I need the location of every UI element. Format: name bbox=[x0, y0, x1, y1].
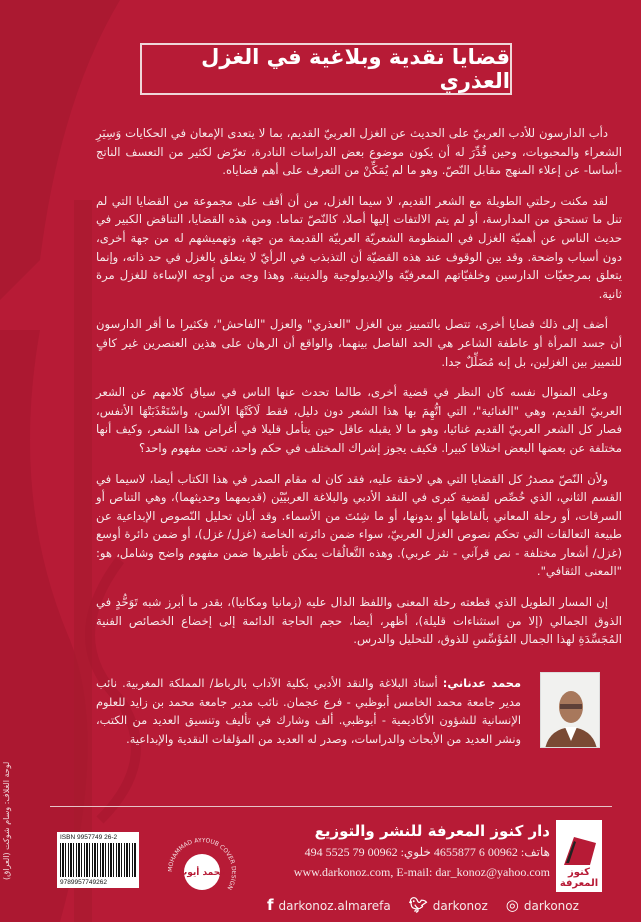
barcode-number: 9789957749262 bbox=[60, 879, 107, 886]
instagram-link[interactable] bbox=[506, 896, 579, 914]
isbn-barcode bbox=[57, 832, 139, 888]
publisher-web[interactable]: www.darkonoz.com, E-mail: dar_konoz@yahoo.com bbox=[293, 865, 550, 879]
blurb-paragraph: ولأن النّصّ مصدرُ كل القضايا التي هي لاحقة عليه، فقد كان له مقام الصدر في هذا الكتاب أيضا، لاسيما في القسم الثاني، الذي خُصِّص لقضية كبرى في النقد الأدبي والبلاغة العربيّيْن (قديمهما وحديثهما)، وهي التناص أو السرقات، أو رحلة المعاني بألفاظها أو بدونها، أو ما شِئتَ من الأسماء. وقد أبان تحليل النّصوص الإبداعية عن طبيعة التعالقات التي تحكم نصوص الغزل العربيّ، سواء ضمن دائرته الخاصة (غزل/ غزل)، أو ضمن دائرة أوسع (غزل/ أشعار مختلفة - نص قرآني - نثر عربي). وهذه التَّعالُقات يمكن تأطيرها ضمن مفهوم واضح وشامل، هو: "المعنى الثقافي". bbox=[96, 471, 622, 579]
social-links bbox=[267, 896, 579, 914]
blurb-paragraph: لقد مكنت رحلتي الطويلة مع الشعر القديم، لا سيما الغزل، من أن أقف على مجموعة من القضايا التي لم تنل ما تستحق من المدارسة، أو لم يتم الالتفات إليها أصلا، كالنّصّ تماما. ومن هذه القضايا، التناقض الكبير في حديث الناس عن أهميّة الغزل في المنظومة الشعريّة العربيّة القديمة من جهة، وتهميشهم له من جهة أخرى، دون أسباب واضحة. وقد بين الوقوف عند هذه القضيّة أن التذبذب في الرأيّ لا يتعلق بالغزل في حد ذاته، وإنما يتعلق بمرجعيّات الدارسين وخلفيّاتهم المعرفيّة والإيديولوجية والدينية. وهذا وجه من أوجه الإساءة للغزل مرة ثانية. bbox=[96, 193, 622, 301]
divider bbox=[50, 806, 612, 807]
logo-text-top: كنوز bbox=[568, 867, 590, 878]
author-photo bbox=[540, 672, 600, 748]
barcode-bars bbox=[60, 843, 136, 877]
twitter-handle: darkonoz bbox=[432, 899, 488, 913]
author-name: محمد عدناني: bbox=[442, 676, 521, 690]
svg-text:محمد أيوب: محمد أيوب bbox=[178, 868, 226, 878]
blurb bbox=[96, 124, 622, 661]
publisher-logo bbox=[556, 820, 602, 892]
logo-text-bottom: المعرفة bbox=[559, 878, 599, 889]
twitter-link[interactable] bbox=[409, 896, 488, 914]
blurb-paragraph: إن المسار الطويل الذي قطعته رحلة المعنى واللفظ الدال عليه (زمانيا ومكانيا)، بقدر ما أبرز شبه تَوَحُّدٍ في الذوق الجمالي (إلا من استثناءات قليلة)، أظهر، أيضا، حجم الحاجة الدائمة إلى إخضاع الخصائص الفنية المُجَسِّدَةِ لهذا الجمال المُؤَسِّسِ للذوق، للتحليل والدرس. bbox=[96, 595, 622, 647]
blurb-paragraph: أضف إلى ذلك قضايا أخرى، تتصل بالتمييز بين الغزل "العذري" والعزل "الفاحش"، فكثيرا ما أقر الدارسون أن جسد المرأة أو عاطفة الشاعر هي الحد الفاصل بينهما، والواقع أن الرهان على هذين العنصرين غير كافٍ للتمييز بين الغزلين، بل إنه مُضَلِّلٌ جدا. bbox=[96, 317, 622, 369]
facebook-icon: f bbox=[267, 896, 274, 914]
publisher-phone: هاتف: 00962 6 4655877 خلوي: 00962 79 5525 494 bbox=[304, 845, 550, 859]
author-bio bbox=[96, 674, 521, 748]
instagram-icon: ◎ bbox=[505, 896, 519, 914]
title-box bbox=[140, 43, 512, 95]
author-bio-text: أستاذ البلاغة والنقد الأدبي بكلية الآداب بالرباط/ المملكة المغربية. نائب مدير جامعة محمد الخامس أبوظبي - فرع عجمان. نائب مدير جامعة محمد بن زايد للعلوم الإنسانية للشؤون الأكاديمية - أبوظبي. ألف وشارك في تأليف وتنسيق العديد من الكتب، ونشر العديد من الأبحاث والدراسات، وصدر له العديد من المؤلفات النقدية والإبداعية. bbox=[96, 676, 521, 746]
cover-designer-seal bbox=[168, 838, 236, 906]
isbn-label: ISBN 9957749 26-2 bbox=[60, 834, 118, 841]
instagram-handle: darkonoz bbox=[523, 899, 579, 913]
publisher-name: دار كنوز المعرفة للنشر والتوزيع bbox=[314, 822, 550, 840]
blurb-paragraph: دأب الدارسون للأدب العربيّ على الحديث عن الغزل العربيّ القديم، بما لا يتعدى الإمعان في الحكايات وَسِيَرِ الشعراء والمحبوبات، وحين قُدِّرَ له أن يكون موضوع بعض الدراسات النادرة، تعرّض لكثير من التعسف الناتج -أساسا- عن إعلاء المنهج مقابل النّصّ. وهو ما لم يُمَكِّنْ من التعرف على أهم قضاياه. bbox=[96, 126, 622, 178]
twitter-icon: 🐦︎ bbox=[408, 896, 428, 914]
svg-text:MOHAMMAD AYYOUB COVER DESIGN: OHAMMAD AYYOUB COVER IGN bbox=[168, 838, 236, 891]
book-title: قضايا نقدية وبلاغية في الغزل العذري bbox=[201, 45, 510, 93]
blurb-paragraph: وعلى المنوال نفسه كان النظر في قضية أخرى، طالما تحدث عنها الناس في سياق كلامهم عن الشعر العربيّ القديم، وهي "الغنائية"، التي اتُّهِمَ بها هذا الشعر دون دليل، فقط لَاكَتْهَا الألسن، واسْتَعْذَبَتْهَا الأنفس، فصار كل الشعر العربيّ القديم غنائيا، وهو ما لا يقبله عاقل حين يتأمل قليلا في أغراض هذا الشعر، وكيف أنها مختلفة عن بعضها البعض اختلافا كبيرا. فكيف يجوز إشراك المختلف في حكم واحد، تحت مفهوم واحد؟ bbox=[96, 385, 622, 455]
facebook-link[interactable] bbox=[267, 896, 391, 914]
facebook-handle: darkonoz.almarefa bbox=[278, 899, 391, 913]
book-logo-icon bbox=[560, 833, 598, 867]
publisher-info bbox=[260, 822, 550, 880]
cover-art-credit: لوحة الغلاف: وسام شوكت (العراق) bbox=[2, 761, 11, 880]
